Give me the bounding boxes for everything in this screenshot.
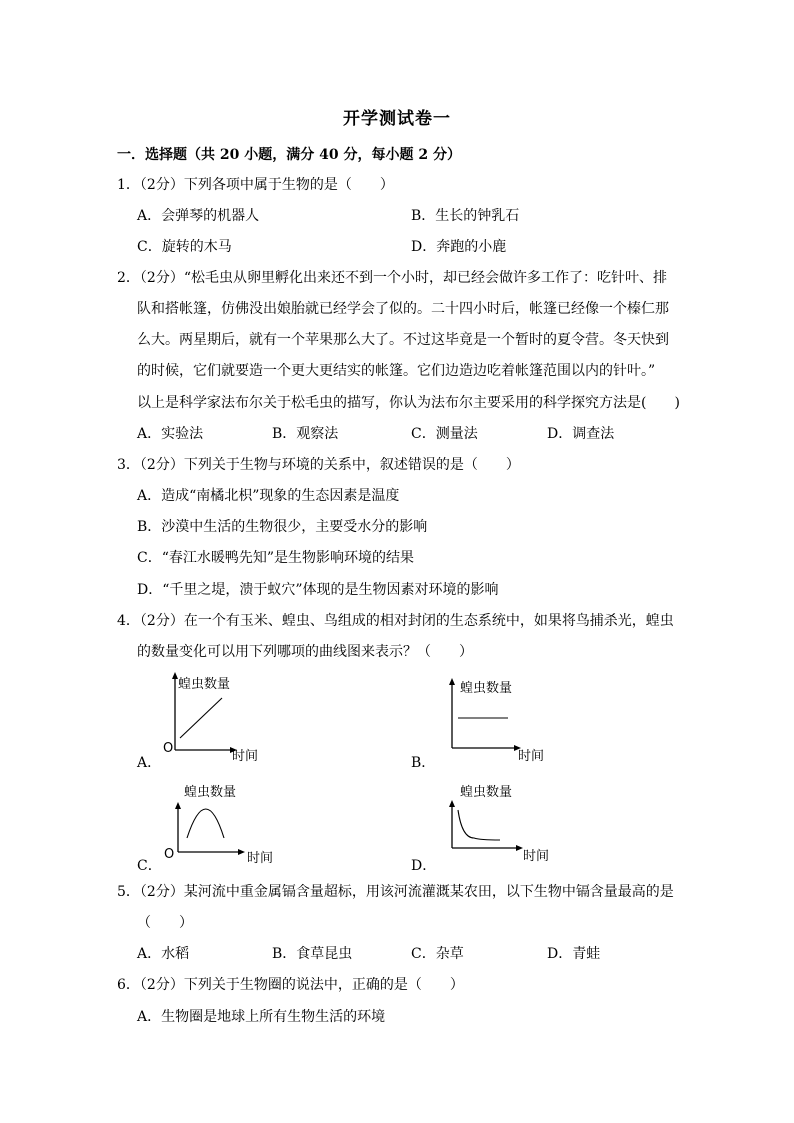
q3-option-b: B．沙漠中生活的生物很少，主要受水分的影响 xyxy=(137,519,428,535)
q4-graph-c-xlabel: 时间 xyxy=(247,851,274,866)
q1-option-d: D．奔跑的小鹿 xyxy=(411,239,507,255)
q3-option-a: A．造成“南橘北枳”现象的生态因素是温度 xyxy=(137,488,400,504)
q4-option-c-letter: C． xyxy=(137,858,162,874)
q4-option-d-letter: D． xyxy=(411,858,437,874)
question-2-stem-line-4: 的时候，它们就要造一个更大更结实的帐篷。它们边造边吃着帐篷范围以内的针叶。” xyxy=(137,363,656,379)
question-5-stem-line-1: 5．（2分）某河流中重金属镉含量超标，用该河流灌溉某农田，以下生物中镉含量最高的是 xyxy=(117,884,674,900)
q4-graph-a xyxy=(160,672,270,767)
q1-option-c: C．旋转的木马 xyxy=(137,239,232,255)
question-3-stem: 3．（2分）下列关于生物与环境的关系中，叙述错误的是（ ） xyxy=(117,457,520,473)
q4-graph-d-xlabel: 时间 xyxy=(523,849,550,864)
question-2-stem-line-3: 么大。两星期后，就有一个苹果那么大了。不过这毕竟是一个暂时的夏令营。冬天快到 xyxy=(137,332,669,348)
q5-option-d: D．青蛙 xyxy=(547,946,601,962)
q4-graph-d-curve xyxy=(458,810,500,840)
q4-graph-b-xlabel: 时间 xyxy=(518,749,545,764)
question-6-stem: 6．（2分）下列关于生物圈的说法中，正确的是（ ） xyxy=(117,977,464,993)
q4-option-a-letter: A． xyxy=(137,755,162,771)
q4-graph-c-curve xyxy=(187,809,224,838)
page-title: 开学测试卷一 xyxy=(343,109,451,129)
q2-option-a: A．实验法 xyxy=(137,426,204,442)
q2-option-b: B．观察法 xyxy=(272,426,339,442)
q4-option-b-letter: B． xyxy=(411,755,436,771)
q5-option-b: B．食草昆虫 xyxy=(272,946,353,962)
q4-graph-a-ylabel: 蝗虫数量 xyxy=(178,677,231,692)
question-2-stem-line-2: 队和搭帐篷，仿佛没出娘胎就已经学会了似的。二十四小时后，帐篷已经像一个榛仁那 xyxy=(137,301,669,317)
q4-graph-d-ylabel: 蝗虫数量 xyxy=(460,785,513,800)
q2-option-c: C．测量法 xyxy=(411,426,478,442)
q4-graph-b-ylabel: 蝗虫数量 xyxy=(460,681,513,696)
q5-option-c: C．杂草 xyxy=(411,946,464,962)
question-5-stem-line-2: （ ） xyxy=(137,915,193,931)
q4-graph-c-ylabel: 蝗虫数量 xyxy=(184,785,237,800)
q4-graph-a-curve xyxy=(180,698,222,738)
q6-option-a: A．生物圈是地球上所有生物生活的环境 xyxy=(137,1009,386,1025)
question-4-stem-line-1: 4．（2分）在一个有玉米、蝗虫、鸟组成的相对封闭的生态系统中，如果将鸟捕杀光，蝗虫 xyxy=(117,613,674,629)
q4-graph-c-origin: O xyxy=(164,847,175,862)
question-4-stem-line-2: 的数量变化可以用下列哪项的曲线图来表示？（ ） xyxy=(137,644,473,660)
q5-option-a: A．水稻 xyxy=(137,946,190,962)
question-2-stem-line-5: 以上是科学家法布尔关于松毛虫的描写，你认为法布尔主要采用的科学探究方法是( ) xyxy=(137,395,680,411)
q1-option-a: A．会弹琴的机器人 xyxy=(137,208,260,224)
section-heading: 一．选择题（共 20 小题，满分 40 分，每小题 2 分） xyxy=(117,147,461,163)
q4-graph-a-xlabel: 时间 xyxy=(232,749,259,764)
question-2-stem-line-1: 2．（2分）“松毛虫从卵里孵化出来还不到一个小时，却已经会做许多工作了：吃针叶、排 xyxy=(117,270,667,286)
question-1-stem: 1．（2分）下列各项中属于生物的是（ ） xyxy=(117,177,394,193)
q1-option-b: B．生长的钟乳石 xyxy=(411,208,520,224)
q2-option-d: D．调查法 xyxy=(547,426,615,442)
q4-graph-d xyxy=(440,780,565,872)
q4-graph-b xyxy=(440,678,555,770)
q4-graph-c xyxy=(160,780,285,872)
q3-option-c: C．“春江水暖鸭先知”是生物影响环境的结果 xyxy=(137,550,415,566)
q4-graph-a-origin: O xyxy=(163,741,174,756)
q3-option-d: D．“千里之堤，溃于蚁穴”体现的是生物因素对环境的影响 xyxy=(137,582,499,598)
